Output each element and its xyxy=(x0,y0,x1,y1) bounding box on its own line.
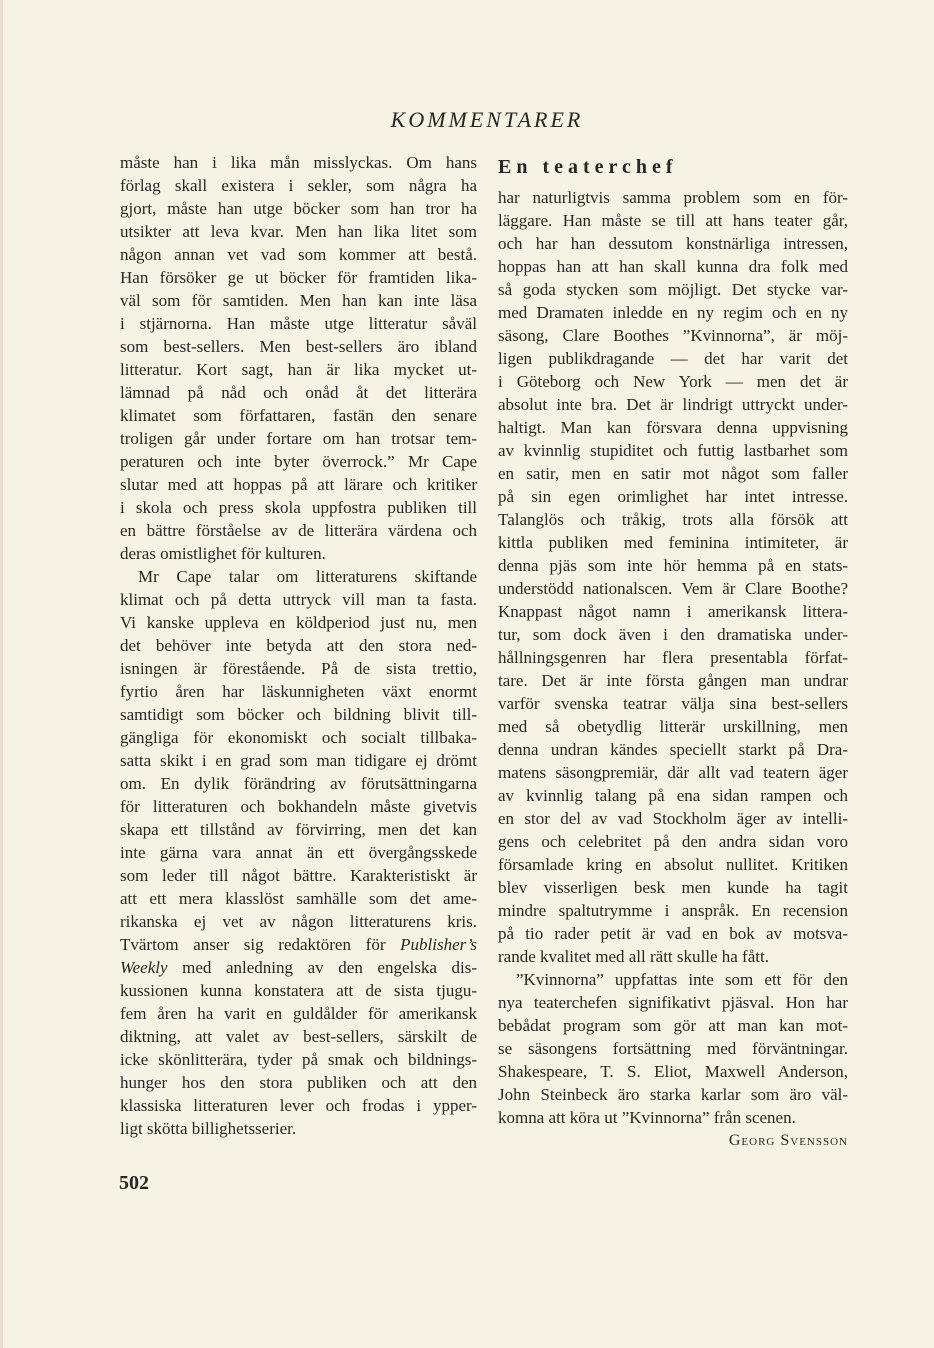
text-line: Han försöker ge ut böcker för framtiden lika- xyxy=(120,268,477,287)
text-line: troligen går under fortare om han trotsar tem- xyxy=(120,429,477,448)
text-line: utsikter att leva kvar. Men han lika litet som xyxy=(120,222,477,241)
text-line: komna att köra ut ”Kvinnorna” från scenen. xyxy=(498,1108,796,1127)
text-line: peraturen och inte byter överrock.” Mr Cape xyxy=(120,452,477,471)
text-line: måste han i lika mån misslyckas. Om hans xyxy=(120,153,477,172)
right-column xyxy=(498,186,848,1152)
text-line: fem åren ha varit en guldålder för amerikansk xyxy=(120,1004,477,1023)
text-line: hållningsgenren har flera presentabla förfat- xyxy=(498,648,848,667)
text-line: absolut inte bra. Det är lindrigt uttryckt under- xyxy=(498,395,848,414)
text-line: rande kvalitet med all rätt skulle ha fått. xyxy=(498,947,769,966)
text-line: som best-sellers. Men best-sellers äro ibland xyxy=(120,337,477,356)
text-line: deras omistlighet för kulturen. xyxy=(120,544,326,563)
text-line: ligen publikdragande — det har varit det xyxy=(498,349,848,368)
text-line: Knappast något namn i amerikansk littera- xyxy=(498,602,848,621)
text-segment: med anledning av den engelska dis- xyxy=(167,958,477,977)
text-line: icke skönlitterära, tyder på smak och bildnings- xyxy=(120,1050,477,1069)
left-column xyxy=(120,151,477,1140)
text-line: nya teaterchefen signifikativt pjäsval. Hon har xyxy=(498,993,848,1012)
text-line: tur, som dock även i den dramatiska under- xyxy=(498,625,848,644)
text-line: ”Kvinnorna” uppfattas inte som ett för den xyxy=(516,970,848,989)
text-line: fyrtio åren har läskunnigheten växt enormt xyxy=(120,682,477,701)
text-line: inte gärna vara annat än ett övergångsskede xyxy=(120,843,477,862)
text-line: bebådat program som gör att man kan mot- xyxy=(498,1016,848,1035)
text-line: någon annan vet vad som kommer att bestå. xyxy=(120,245,477,264)
text-line: klassiska litteraturen lever och frodas i ypper- xyxy=(120,1096,477,1115)
text-line: läggare. Han måste se till att hans teater går, xyxy=(498,211,848,230)
page-number: 502 xyxy=(119,1172,149,1194)
text-line: denna pjäs som inte hör hemma på en stats- xyxy=(498,556,848,575)
text-segment: Tvärtom anser sig redaktören för xyxy=(120,935,401,954)
text-line: hunger hos den stora publiken och att den xyxy=(120,1073,477,1092)
text-line: kittla publiken med feminina intimiteter, är xyxy=(498,533,848,552)
text-line: med så obetydlig litterär urskillning, men xyxy=(498,717,848,736)
text-line: klimatet som författaren, fastän den senare xyxy=(120,406,477,425)
text-line: församlade kring en absolut nullitet. Kritiken xyxy=(498,855,848,874)
text-line: förlag skall existera i sekler, som några ha xyxy=(120,176,477,195)
text-line: gängliga för ekonomiskt och socialt tillbaka- xyxy=(120,728,477,747)
text-line: understödd nationalscen. Vem är Clare Boothe? xyxy=(498,579,848,598)
text-line: mindre spaltutrymme i anspråk. En recension xyxy=(498,901,848,920)
text-line: rikanska ej vet av någon litteraturens kris. xyxy=(120,912,477,931)
text-line: varför svenska teatrar välja sina best-sellers xyxy=(498,694,848,713)
text-line: en stor del av vad Stockholm äger av intelli- xyxy=(498,809,848,828)
text-line: säsong, Clare Boothes ”Kvinnorna”, är möj- xyxy=(498,326,848,345)
text-line: John Steinbeck äro starka karlar som äro väl- xyxy=(498,1085,848,1104)
text-line: satta skikt i en grad som man tidigare ej drömt xyxy=(120,751,477,770)
text-line: att ett mera klasslöst samhälle som det ame- xyxy=(120,889,477,908)
text-line: samtidigt som böcker och bildning blivit till- xyxy=(120,705,477,724)
text-line: lämnad på nåd och onåd åt det litterära xyxy=(120,383,477,402)
text-line: har naturligtvis samma problem som en för- xyxy=(498,188,848,207)
text-line: och har han dessutom konstnärliga intressen, xyxy=(498,234,848,253)
text-line: denna undran kändes speciellt starkt på Dra- xyxy=(498,740,848,759)
text-line: gens och celebritet på den andra sidan voro xyxy=(498,832,848,851)
text-line: slutar med att hoppas på att lärare och kritiker xyxy=(120,475,477,494)
text-line: så goda stycken som möjligt. Det stycke var- xyxy=(498,280,848,299)
running-head: KOMMENTARER xyxy=(390,107,584,132)
section-heading: En teaterchef xyxy=(498,156,678,178)
text-line: haltigt. Man kan försvara denna uppvisning xyxy=(498,418,848,437)
text-line: en satir, men en satir mot något som faller xyxy=(498,464,848,483)
italic-title-text: Weekly xyxy=(120,958,168,977)
text-line: ligt skötta billighetsserier. xyxy=(120,1119,297,1138)
text-line: som leder till något bättre. Karakteristiskt är xyxy=(120,866,477,885)
text-line: litteratur. Kort sagt, han är lika mycket ut- xyxy=(120,360,477,379)
page-edge xyxy=(0,0,3,1348)
text-line: en bättre förståelse av de litterära värdena och xyxy=(120,521,477,540)
text-line xyxy=(120,933,477,956)
text-line: av kvinnlig stupiditet och futtig lastbarhet som xyxy=(498,441,848,460)
text-line: Mr Cape talar om litteraturens skiftande xyxy=(138,567,477,586)
text-line: skapa ett tillstånd av förvirring, men det kan xyxy=(120,820,477,839)
text-line: med Dramaten inledde en ny regim och en ny xyxy=(498,303,848,322)
text-line: isningen är förestående. På de sista trettio, xyxy=(120,659,477,678)
text-line: Shakespeare, T. S. Eliot, Maxwell Anderson, xyxy=(498,1062,848,1081)
text-line: i stjärnorna. Han måste utge litteratur såväl xyxy=(120,314,477,333)
text-line: det behöver inte betyda att den stora ned- xyxy=(120,636,477,655)
text-line: blev visserligen besk men kunde ha tagit xyxy=(498,878,848,897)
text-line: väl som för samtiden. Men han kan inte läsa xyxy=(120,291,477,310)
text-line: matens säsongpremiär, där allt vad teatern äger xyxy=(498,763,848,782)
text-line: diktning, att valet av best-sellers, särskilt de xyxy=(120,1027,477,1046)
text-line: i Göteborg och New York — men det är xyxy=(498,372,848,391)
text-line: av kvinnlig talang på ena sidan rampen och xyxy=(498,786,848,805)
text-line: Vi kanske uppleva en köldperiod just nu, men xyxy=(120,613,477,632)
italic-title-text: Publisher’s xyxy=(400,935,477,954)
text-line: kussionen kunna konstatera att de sista tjugu- xyxy=(120,981,477,1000)
text-line: Talanglös och tråkig, trots alla försök att xyxy=(498,510,848,529)
text-line: i skola och press skola uppfostra publiken till xyxy=(120,498,477,517)
text-line: klimat och på detta uttryck vill man ta fasta. xyxy=(120,590,477,609)
text-line: gjort, måste han utge böcker som han tror ha xyxy=(120,199,477,218)
text-line: på tio rader petit är vad en bok av motsva- xyxy=(498,924,848,943)
text-line: tare. Det är inte första gången man undrar xyxy=(498,671,848,690)
text-line: på sin egen orimlighet har intet intresse. xyxy=(498,487,848,506)
text-line: för litteraturen och bokhandeln måste givetvis xyxy=(120,797,477,816)
text-line: om. En dylik förändring av förutsättningarna xyxy=(120,774,477,793)
author-signature: Georg Svensson xyxy=(728,1132,848,1149)
text-line: se säsongens fortsättning med förväntningar. xyxy=(498,1039,848,1058)
text-line xyxy=(120,956,477,979)
text-line: hoppas han att han skall kunna dra folk med xyxy=(498,257,848,276)
